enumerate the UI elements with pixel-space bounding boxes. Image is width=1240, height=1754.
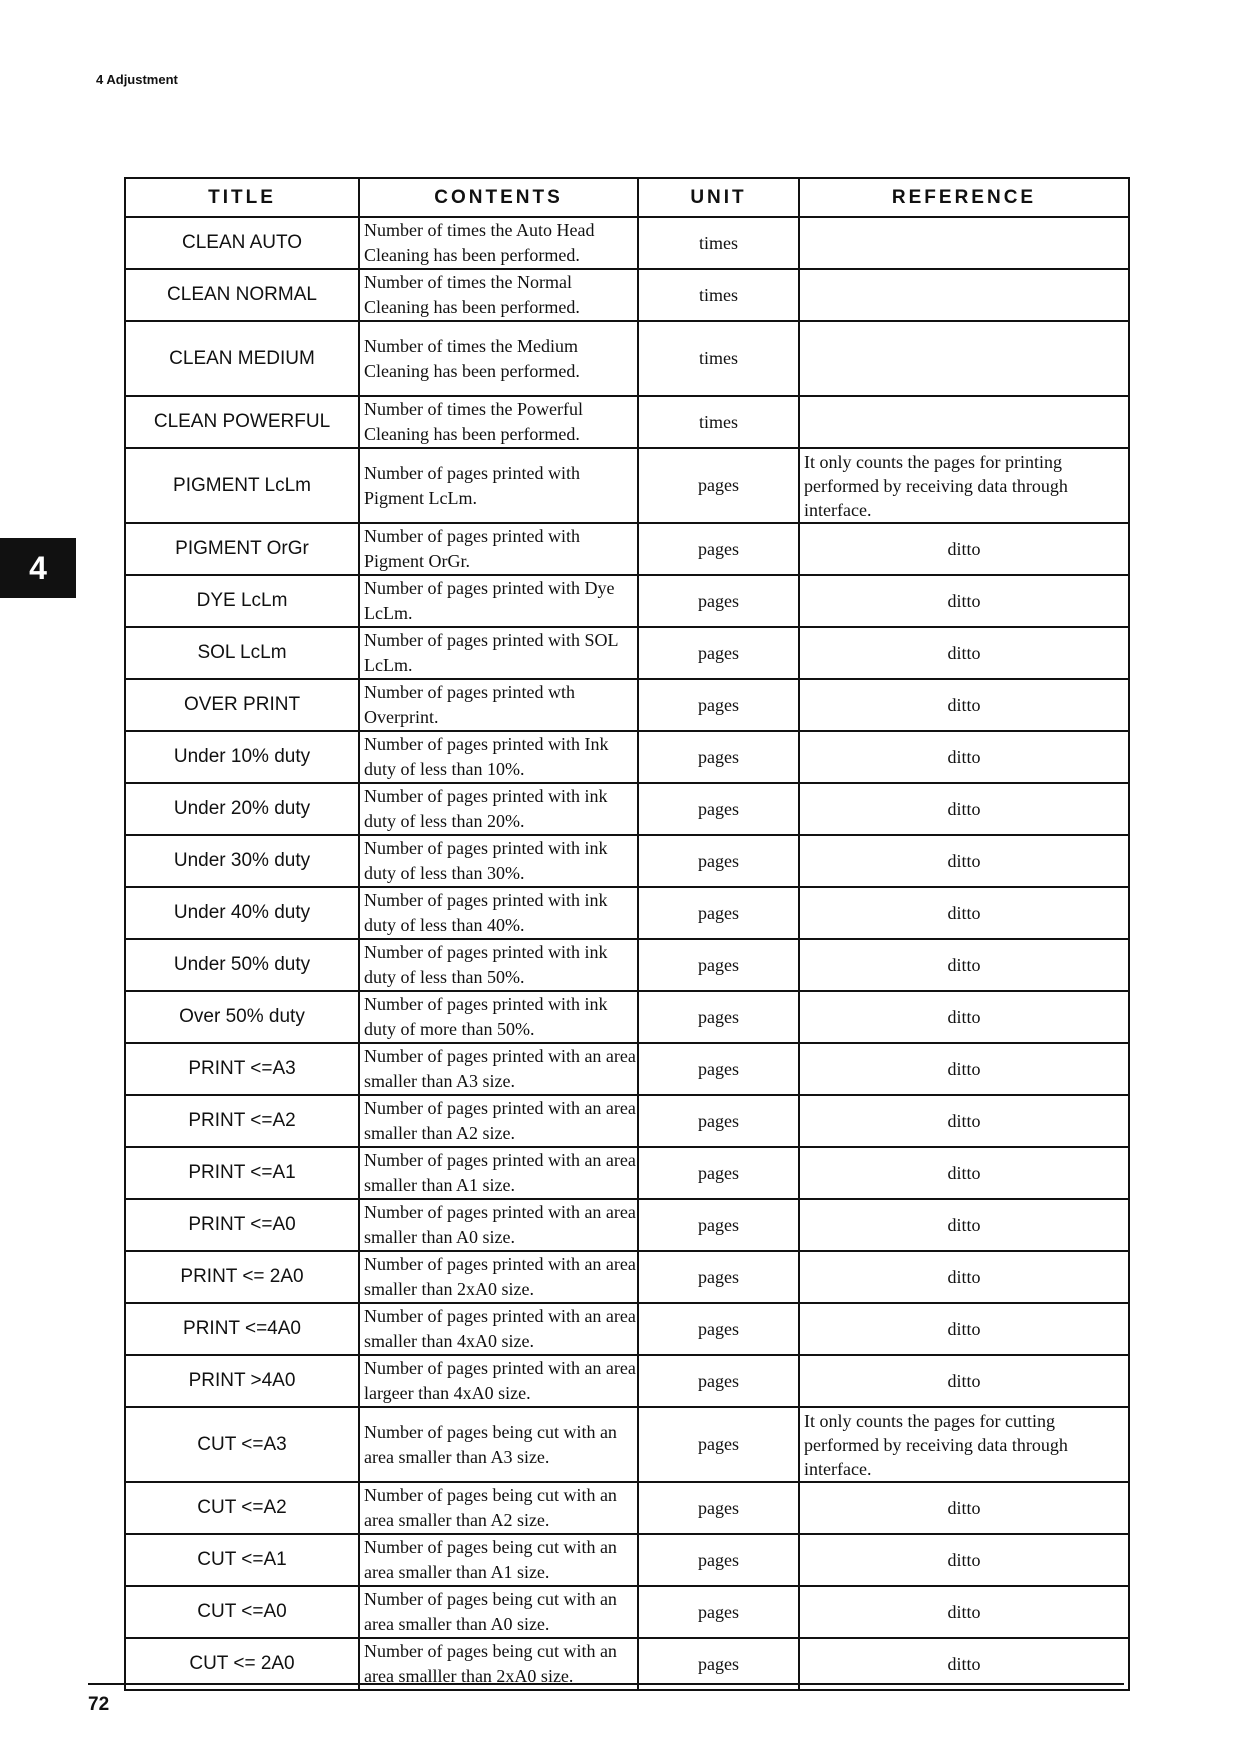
row-contents: Number of pages printed with ink duty of less than 30%. [359,835,638,887]
row-unit: times [638,269,799,321]
row-contents: Number of pages printed with an area largeer than 4xA0 size. [359,1355,638,1407]
row-reference: ditto [799,1638,1129,1690]
row-unit: pages [638,939,799,991]
row-reference: ditto [799,679,1129,731]
table-row [125,679,1129,731]
table-row [125,575,1129,627]
table-row [125,1095,1129,1147]
table-row [125,731,1129,783]
row-reference: ditto [799,627,1129,679]
row-contents: Number of pages printed with an area smaller than 4xA0 size. [359,1303,638,1355]
row-unit: pages [638,1586,799,1638]
row-title: CLEAN AUTO [125,217,359,269]
row-contents: Number of times the Normal Cleaning has been performed. [359,269,638,321]
row-unit: times [638,321,799,396]
table-row [125,321,1129,396]
row-unit: times [638,396,799,448]
row-title: CUT <=A2 [125,1482,359,1534]
row-contents: Number of pages printed with Pigment LcLm. [359,448,638,523]
row-unit: pages [638,1407,799,1482]
table-row [125,627,1129,679]
table-row [125,1251,1129,1303]
section-header: 4 Adjustment [96,72,178,87]
row-contents: Number of pages printed with an area smaller than A0 size. [359,1199,638,1251]
row-title: PRINT <=A3 [125,1043,359,1095]
table-header-row [125,178,1129,217]
table-row [125,448,1129,523]
row-title: DYE LcLm [125,575,359,627]
row-contents: Number of pages being cut with an area smaller than A3 size. [359,1407,638,1482]
row-reference: ditto [799,939,1129,991]
row-title: PIGMENT OrGr [125,523,359,575]
row-title: PRINT <= 2A0 [125,1251,359,1303]
row-title: CLEAN NORMAL [125,269,359,321]
row-title: PRINT >4A0 [125,1355,359,1407]
row-contents: Number of pages being cut with an area smaller than A2 size. [359,1482,638,1534]
row-title: CLEAN MEDIUM [125,321,359,396]
row-contents: Number of pages being cut with an area smaller than A0 size. [359,1586,638,1638]
row-reference: ditto [799,731,1129,783]
row-unit: pages [638,887,799,939]
row-reference: ditto [799,1147,1129,1199]
page-number: 72 [88,1694,110,1715]
row-reference [799,321,1129,396]
row-title: Under 20% duty [125,783,359,835]
row-unit: pages [638,679,799,731]
row-title: PRINT <=A0 [125,1199,359,1251]
row-reference: ditto [799,575,1129,627]
table-row [125,783,1129,835]
row-reference: It only counts the pages for cutting performed by receiving data through interface. [799,1407,1129,1482]
column-header-unit: UNIT [638,178,799,217]
column-header-contents: CONTENTS [359,178,638,217]
table-row [125,1355,1129,1407]
row-title: Under 10% duty [125,731,359,783]
row-title: OVER PRINT [125,679,359,731]
row-title: CLEAN POWERFUL [125,396,359,448]
row-title: Over 50% duty [125,991,359,1043]
row-reference: ditto [799,1043,1129,1095]
row-contents: Number of times the Medium Cleaning has been performed. [359,321,638,396]
row-unit: pages [638,1303,799,1355]
row-reference [799,217,1129,269]
table-body [125,217,1129,1690]
table-row [125,523,1129,575]
row-reference: ditto [799,1251,1129,1303]
row-contents: Number of pages printed with ink duty of less than 50%. [359,939,638,991]
table-row [125,1303,1129,1355]
row-contents: Number of pages printed with ink duty of less than 40%. [359,887,638,939]
row-reference: ditto [799,1303,1129,1355]
row-title: CUT <=A3 [125,1407,359,1482]
row-reference: ditto [799,1095,1129,1147]
row-reference [799,269,1129,321]
row-contents: Number of pages printed with Ink duty of less than 10%. [359,731,638,783]
row-unit: pages [638,1638,799,1690]
row-title: CUT <=A1 [125,1534,359,1586]
row-unit: pages [638,523,799,575]
footer-divider [88,1683,1124,1685]
table-row [125,835,1129,887]
row-unit: pages [638,783,799,835]
row-unit: pages [638,1095,799,1147]
row-title: SOL LcLm [125,627,359,679]
table-row [125,1043,1129,1095]
row-contents: Number of pages being cut with an area smalller than 2xA0 size. [359,1638,638,1690]
row-title: PIGMENT LcLm [125,448,359,523]
row-unit: pages [638,627,799,679]
row-title: PRINT <=A1 [125,1147,359,1199]
row-unit: pages [638,1482,799,1534]
column-header-title: TITLE [125,178,359,217]
column-header-reference: REFERENCE [799,178,1129,217]
row-title: CUT <= 2A0 [125,1638,359,1690]
row-unit: pages [638,1251,799,1303]
table-row [125,217,1129,269]
row-contents: Number of pages printed with an area smaller than A3 size. [359,1043,638,1095]
row-unit: pages [638,1147,799,1199]
row-reference: ditto [799,1586,1129,1638]
table-row [125,269,1129,321]
table-row [125,396,1129,448]
row-contents: Number of pages printed with an area smaller than A1 size. [359,1147,638,1199]
row-unit: pages [638,448,799,523]
row-unit: pages [638,1355,799,1407]
row-title: PRINT <=A2 [125,1095,359,1147]
row-unit: pages [638,1534,799,1586]
table-row [125,991,1129,1043]
row-contents: Number of pages printed with SOL LcLm. [359,627,638,679]
chapter-tab: 4 [0,538,76,598]
row-reference: ditto [799,887,1129,939]
table-row [125,1482,1129,1534]
row-reference: ditto [799,1355,1129,1407]
row-reference: ditto [799,783,1129,835]
row-reference: ditto [799,1482,1129,1534]
row-reference [799,396,1129,448]
row-contents: Number of pages printed with an area smaller than A2 size. [359,1095,638,1147]
row-contents: Number of pages printed with Dye LcLm. [359,575,638,627]
row-unit: pages [638,1043,799,1095]
row-contents: Number of times the Auto Head Cleaning has been performed. [359,217,638,269]
table-row [125,1147,1129,1199]
table-row [125,939,1129,991]
table-row [125,1586,1129,1638]
row-contents: Number of pages printed with ink duty of less than 20%. [359,783,638,835]
row-contents: Number of pages printed with Pigment OrGr. [359,523,638,575]
row-title: Under 50% duty [125,939,359,991]
row-contents: Number of pages printed with an area smaller than 2xA0 size. [359,1251,638,1303]
row-title: CUT <=A0 [125,1586,359,1638]
row-unit: pages [638,835,799,887]
table-row [125,1407,1129,1482]
table-row [125,887,1129,939]
row-unit: pages [638,991,799,1043]
row-title: PRINT <=4A0 [125,1303,359,1355]
row-unit: times [638,217,799,269]
counter-table [124,177,1130,1691]
row-reference: It only counts the pages for printing performed by receiving data through interface. [799,448,1129,523]
row-reference: ditto [799,523,1129,575]
row-contents: Number of pages printed wth Overprint. [359,679,638,731]
row-unit: pages [638,731,799,783]
row-reference: ditto [799,1199,1129,1251]
row-reference: ditto [799,991,1129,1043]
row-contents: Number of pages being cut with an area smaller than A1 size. [359,1534,638,1586]
table-row [125,1534,1129,1586]
row-title: Under 40% duty [125,887,359,939]
row-reference: ditto [799,1534,1129,1586]
row-title: Under 30% duty [125,835,359,887]
row-reference: ditto [799,835,1129,887]
row-contents: Number of times the Powerful Cleaning has been performed. [359,396,638,448]
row-contents: Number of pages printed with ink duty of more than 50%. [359,991,638,1043]
table-row [125,1199,1129,1251]
row-unit: pages [638,575,799,627]
row-unit: pages [638,1199,799,1251]
